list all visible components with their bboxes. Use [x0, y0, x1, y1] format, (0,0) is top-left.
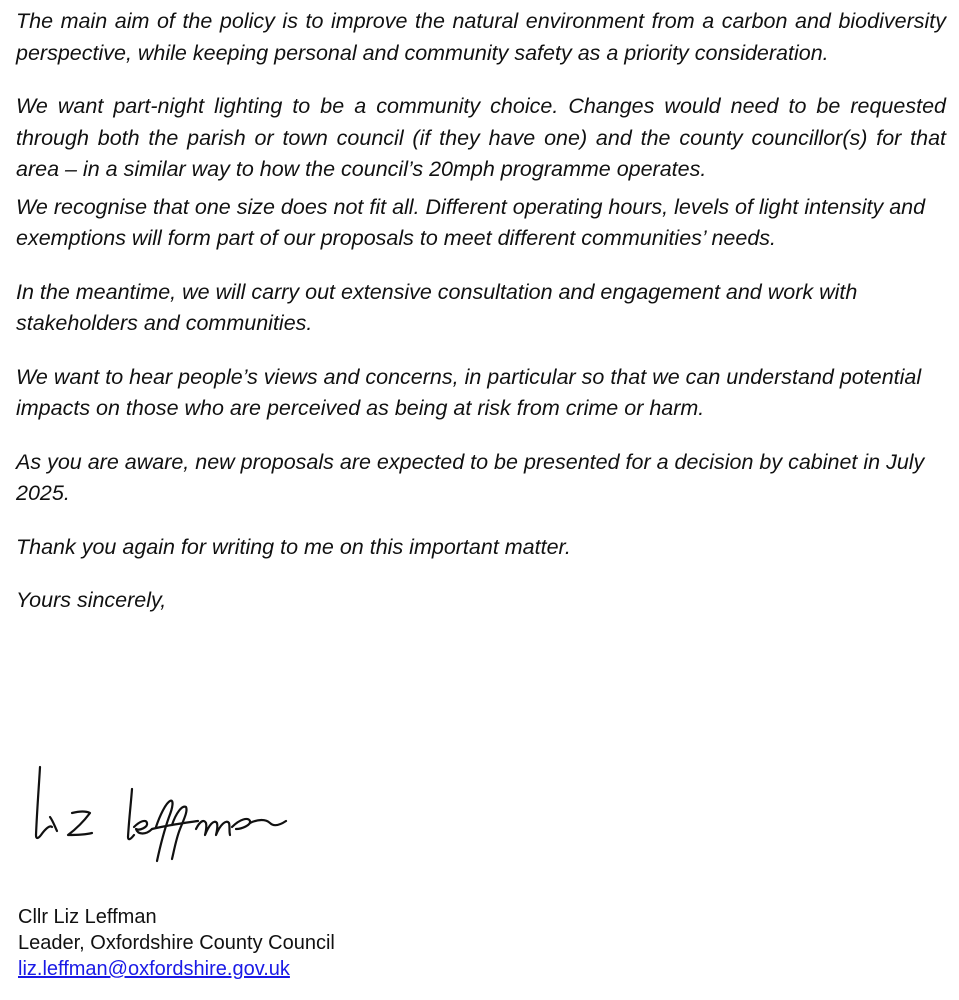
paragraph-one-size: We recognise that one size does not fit all. Different operating hours, levels of light intensity and exemptions will form part of our proposals to meet different communities’ needs. — [16, 194, 926, 250]
paragraph-views-concerns: We want to hear people’s views and concerns, in particular so that we can understand potential impacts on those who are perceived as being at risk from crime or harm. — [16, 364, 922, 420]
paragraph-consultation: In the meantime, we will carry out extensive consultation and engagement and work with stakeholders and communities. — [16, 279, 858, 335]
signatory-block — [18, 904, 335, 982]
paragraph-cabinet-decision: As you are aware, new proposals are expected to be presented for a decision by cabinet in July 2025. — [16, 449, 925, 505]
paragraph-thank-you: Thank you again for writing to me on this important matter. — [16, 534, 571, 559]
handwritten-signature — [28, 755, 298, 870]
paragraph-policy-aim: The main aim of the policy is to improve the natural environment from a carbon and biodiversity perspective, while keeping personal and community safety as a priority consideration. — [16, 9, 946, 65]
closing-salutation: Yours sincerely, — [16, 588, 167, 612]
signatory-name: Cllr Liz Leffman — [18, 906, 157, 928]
paragraph-community-choice: We want part-night lighting to be a community choice. Changes would need to be requested through both the parish or town council (if they have one) and the county councillor(s) for that area – in a similar way to how the council’s 20mph programme operates. — [16, 94, 946, 181]
signatory-email-link[interactable]: liz.leffman@oxfordshire.gov.uk — [18, 958, 290, 980]
letter-body — [16, 6, 946, 617]
signatory-title: Leader, Oxfordshire County Council — [18, 932, 335, 954]
